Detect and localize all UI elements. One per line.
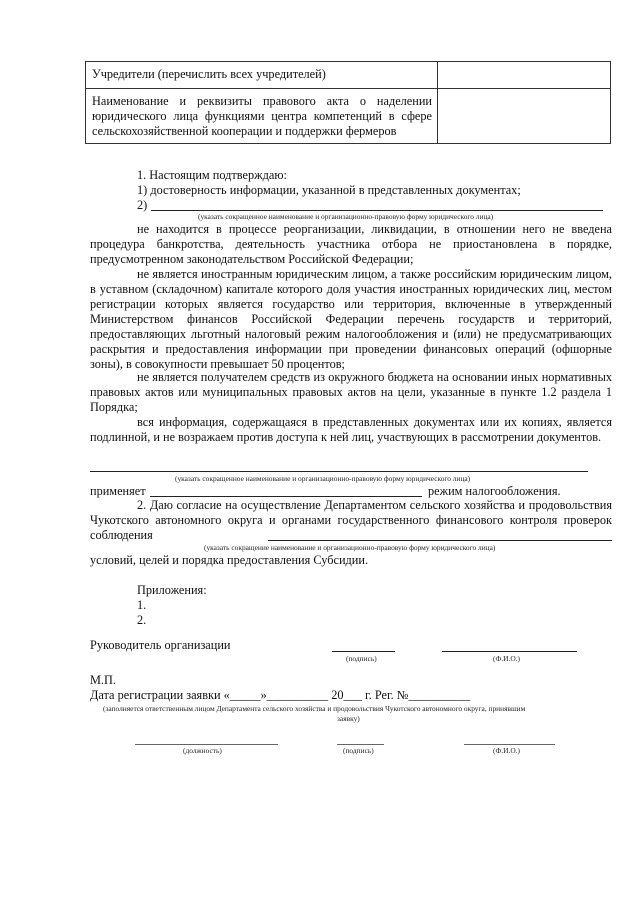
officer-fio-hint: (Ф.И.О.) [493, 746, 520, 755]
confirm-item-2-prefix: 2) [137, 198, 148, 212]
org-name-field-1[interactable] [151, 210, 603, 211]
consent-tail: условий, целей и порядка предоставления Субсидии. [90, 553, 369, 567]
confirm-paragraph-3: не является получателем средств из окружного бюджета на основании иных нормативных правовых актов или муниципальных правовых актов на цели, указанные в пункте 1.2 раздела 1 Порядка; [90, 370, 612, 414]
attachment-item-1: 1. [137, 598, 147, 612]
table-row [86, 89, 611, 144]
attachment-item-2: 2. [137, 613, 147, 627]
legal-act-value-cell[interactable] [438, 89, 611, 144]
founders-table [85, 61, 611, 144]
legal-act-label: Наименование и реквизиты правового акта о наделении юридического лица функциями центра компетенций в сфере сельскохозяйственной кооперации и поддержки фермеров [86, 89, 438, 144]
head-label: Руководитель организации [90, 638, 231, 652]
head-fio-field[interactable] [442, 651, 577, 652]
officer-signature-hint: (подпись) [343, 746, 374, 755]
registration-hint-line-2: заявку) [337, 714, 360, 723]
tax-suffix: режим налогообложения. [428, 484, 561, 498]
confirm-item-1: 1) достоверность информации, указанной в представленных документах; [137, 183, 521, 197]
consent-paragraph [90, 498, 612, 543]
consent-text: 2. Даю согласие на осуществление Департаментом сельского хозяйства и продовольствия Чукотского автономного округа и органами государственного финансового контроля проверок соблюдения [90, 498, 612, 542]
confirm-intro: 1. Настоящим подтверждаю: [137, 168, 287, 182]
org-name-field-2[interactable] [90, 471, 588, 472]
founders-value-cell[interactable] [438, 62, 611, 89]
officer-position-hint: (должность) [183, 746, 222, 755]
org-name-hint-1: (указать сокращенное наименование и организационно-правовую форму юридического лица) [198, 212, 494, 221]
org-name-hint-3: (указать сокращение наименование и организационно-правовую форму юридического лица) [204, 543, 496, 552]
registration-hint-line-1: (заполняется ответственным лицом Департамента сельского хозяйства и продовольствия Чукотского автономного округа, принявшим [103, 704, 526, 713]
confirm-paragraph-2: не является иностранным юридическим лицом, а также российским юридическим лицом, в уставном (складочном) капитале которого доля участия иностранных юридических лиц, местом регистрации которых является государство или территория, включенные в утвержденный Министерством финансов Российской Федерации перечень государств и территорий, предоставляющих льготный налоговый режим налогообложения и (или) не предусматривающих раскрытия и предоставления информации при проведении финансовых операций (офшорные зоны), в совокупности превышает 50 процентов; [90, 267, 612, 371]
registration-date-line: Дата регистрации заявки «_____»__________ 20___ г. Рег. №__________ [90, 688, 471, 702]
confirm-paragraph-1: не находится в процессе реорганизации, ликвидации, в отношении него не введена процедура банкротства, деятельность участника отбора не приостановлена в порядке, предусмотренном законодательством Российской Федерации; [90, 222, 612, 266]
head-signature-hint: (подпись) [346, 654, 377, 663]
head-fio-hint: (Ф.И.О.) [493, 654, 520, 663]
officer-fio-field[interactable] [464, 744, 555, 745]
founders-label: Учредители (перечислить всех учредителей) [86, 62, 438, 89]
officer-signature-field[interactable] [337, 744, 384, 745]
head-signature-field[interactable] [332, 651, 395, 652]
seal-place: М.П. [90, 673, 116, 687]
attachments-title: Приложения: [137, 583, 207, 597]
tax-prefix: применяет [90, 484, 146, 498]
officer-position-field[interactable] [135, 744, 278, 745]
confirm-paragraph-4: вся информация, содержащаяся в представленных документах или их копиях, является подлинной, и не возражаем против доступа к ней лиц, участвующих в рассмотрении документов. [90, 415, 612, 444]
tax-regime-field[interactable] [150, 496, 422, 497]
org-name-hint-2: (указать сокращенное наименование и организационно-правовую форму юридического лица) [175, 474, 471, 483]
org-name-field-3[interactable] [268, 540, 612, 541]
table-row [86, 62, 611, 89]
